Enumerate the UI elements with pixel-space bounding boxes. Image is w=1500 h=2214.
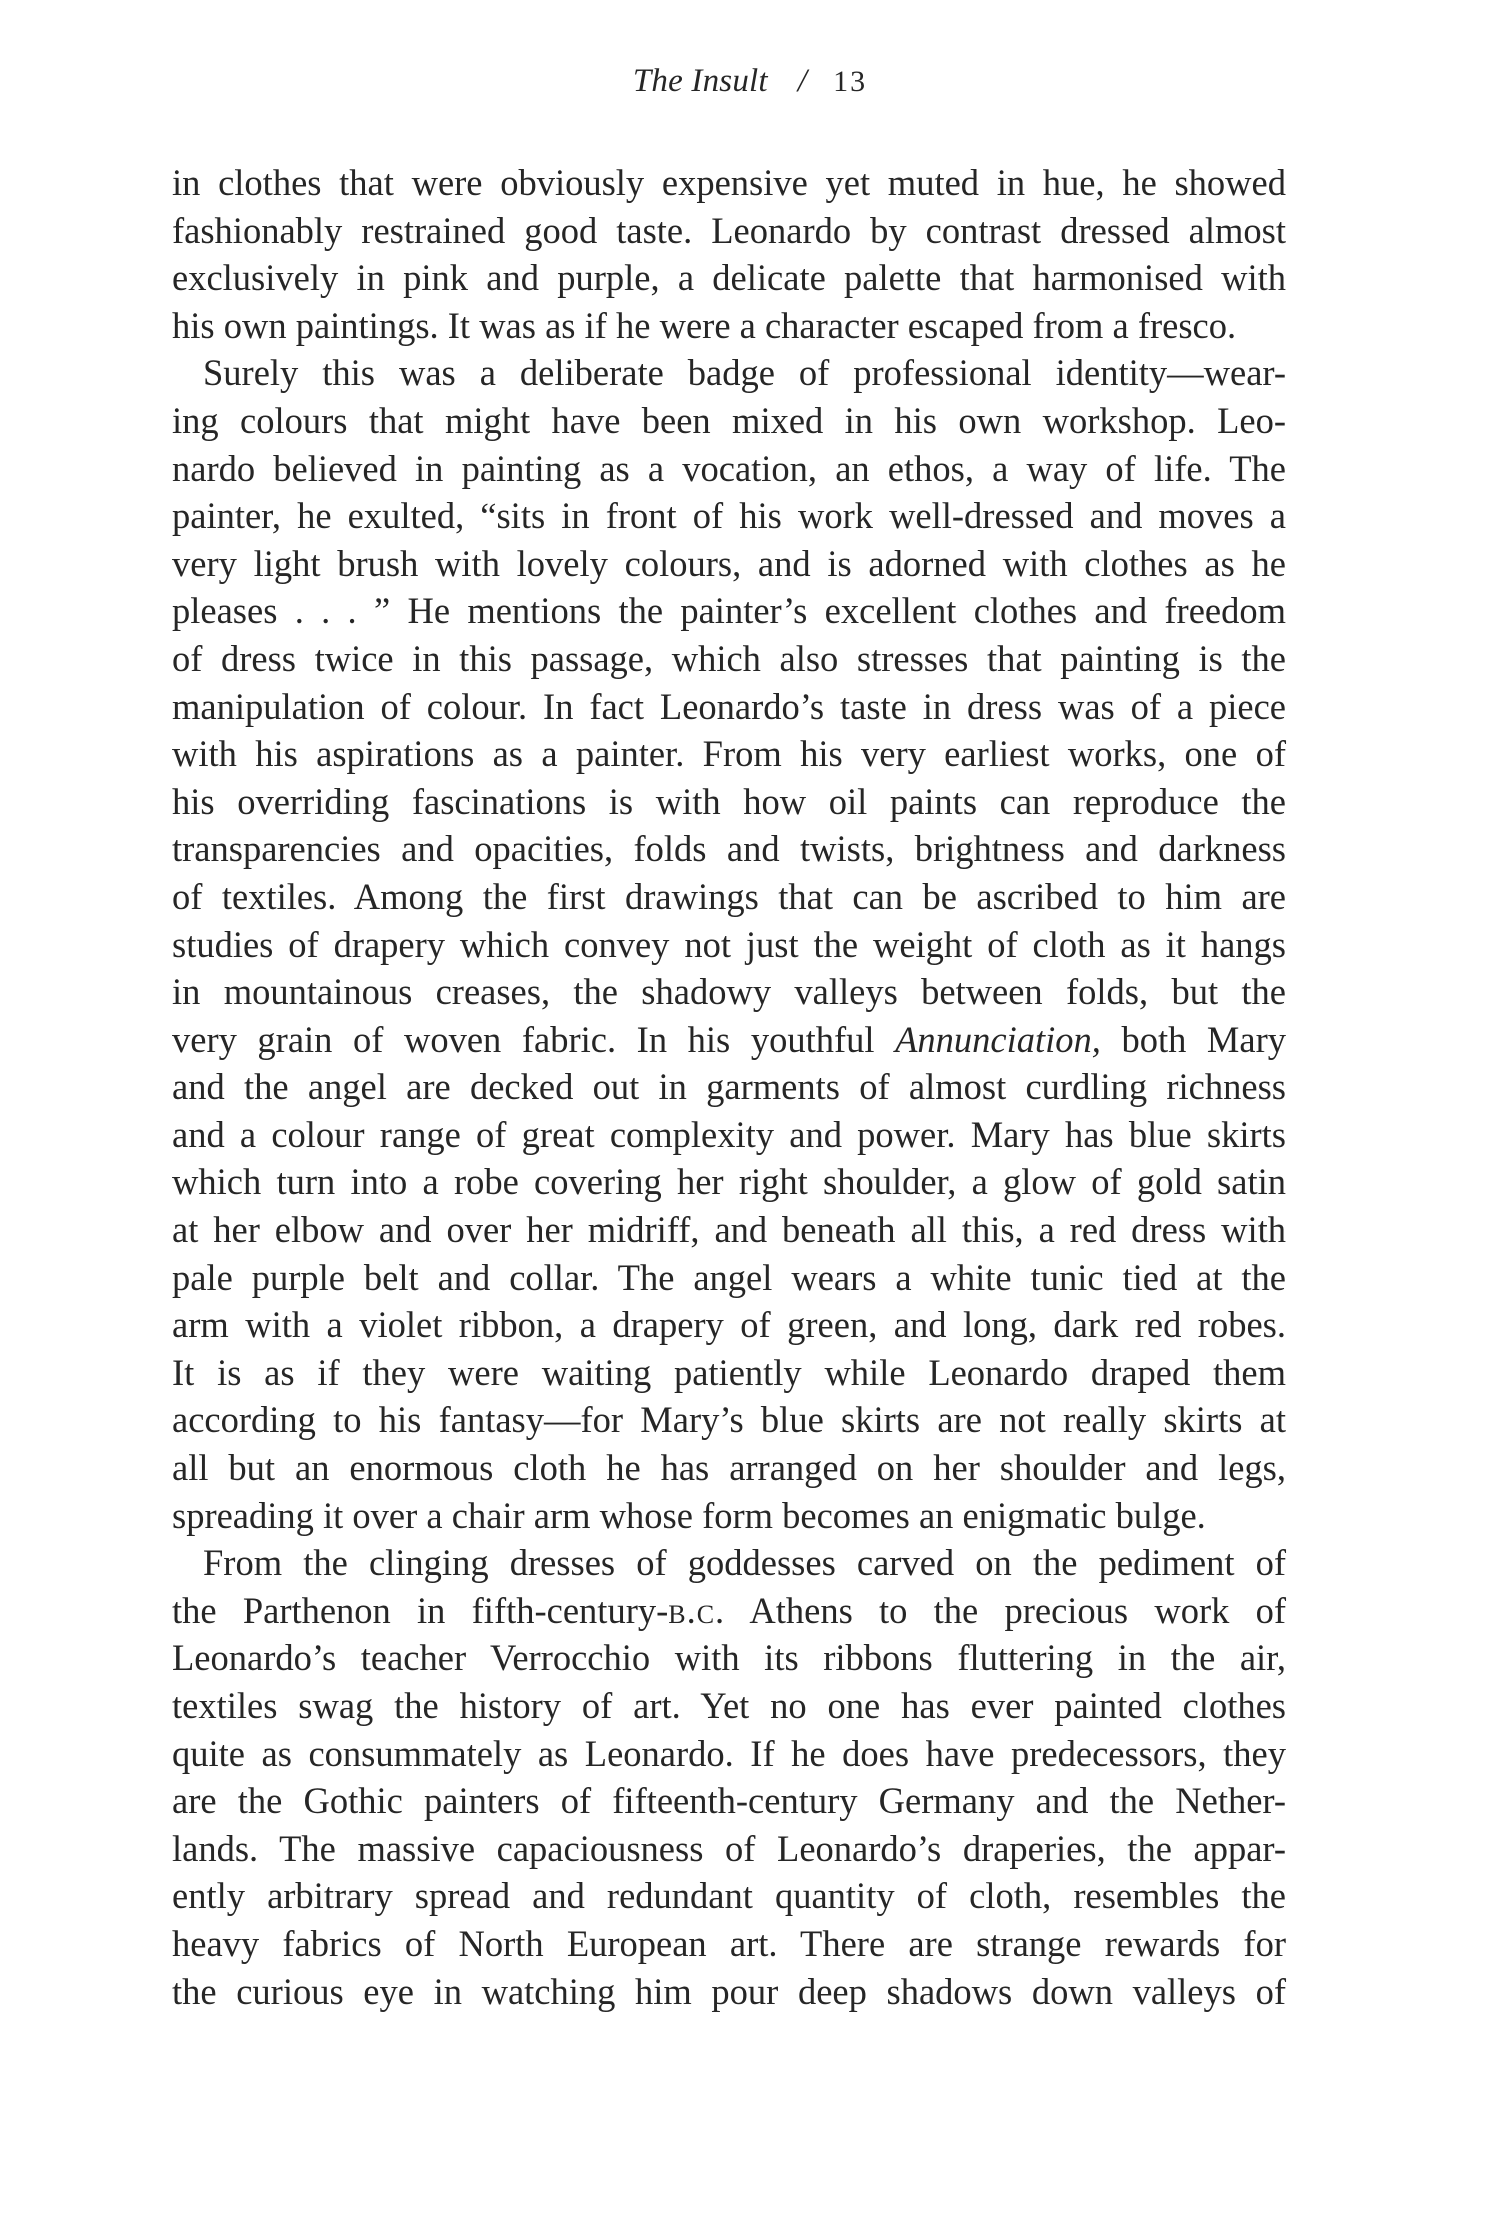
page-number: 13 — [833, 65, 868, 98]
text-line: very light brush with lovely colours, and is adorned with clothes as he — [172, 542, 1286, 584]
text-line: ently arbitrary spread and redundant quantity of cloth, resembles the — [172, 1875, 1286, 1917]
text-segment: both Mary — [1121, 1018, 1286, 1060]
text-line: his overriding fascinations is with how oil paints can reproduce the — [172, 780, 1286, 822]
text-line: painter, he exulted, “sits in front of his work well-dressed and moves a — [172, 495, 1286, 537]
text-segment: very grain of woven fabric. In his youthful — [172, 1018, 875, 1060]
text-line: and the angel are decked out in garments of almost curdling richness — [172, 1066, 1286, 1108]
text-line: transparencies and opacities, folds and twists, brightness and darkness — [172, 828, 1286, 870]
text-segment: Athens to the precious work of — [749, 1589, 1286, 1631]
header-separator: / — [797, 63, 808, 99]
text-line: Surely this was a deliberate badge of professional identity—wear- — [203, 352, 1286, 394]
text-line: manipulation of colour. In fact Leonardo’s taste in dress was of a piece — [172, 685, 1286, 727]
text-line: which turn into a robe covering her right shoulder, a glow of gold satin — [172, 1161, 1286, 1203]
text-line: his own paintings. It was as if he were a character escaped from a fresco. — [172, 304, 1237, 346]
paragraph-history-of-drapery — [172, 1539, 1286, 2015]
text-line: pale purple belt and collar. The angel wears a white tunic tied at the — [172, 1256, 1286, 1298]
text-line: of textiles. Among the first drawings that can be ascribed to him are — [172, 875, 1286, 917]
text-line: and a colour range of great complexity and power. Mary has blue skirts — [172, 1113, 1286, 1155]
text-segment: the Parthenon in fifth-century- — [172, 1589, 669, 1631]
text-line: the curious eye in watching him pour deep shadows down valleys of — [172, 1970, 1286, 2012]
text-line: textiles swag the history of art. Yet no one has ever painted clothes — [172, 1685, 1286, 1726]
text-line: according to his fantasy—for Mary’s blue skirts are not really skirts at — [172, 1399, 1286, 1441]
text-line: quite as consummately as Leonardo. If he does have predecessors, they — [172, 1732, 1286, 1774]
chapter-title: The Insult — [632, 63, 768, 99]
body-text — [172, 159, 1286, 2015]
paragraph-professional-identity — [172, 349, 1286, 1539]
text-line: Leonardo’s teacher Verrocchio with its ribbons fluttering in the air, — [172, 1637, 1286, 1679]
text-line: lands. The massive capaciousness of Leonardo’s draperies, the appar- — [172, 1827, 1286, 1869]
text-line: are the Gothic painters of fifteenth-century Germany and the Nether- — [172, 1780, 1286, 1822]
text-line-with-small-caps — [172, 1587, 1286, 1635]
text-line: pleases . . . ” He mentions the painter’s excellent clothes and freedom — [172, 590, 1286, 632]
text-line: with his aspirations as a painter. From his very earliest works, one of — [172, 733, 1286, 775]
text-line: ing colours that might have been mixed in his own workshop. Leo- — [172, 399, 1286, 441]
text-line: in clothes that were obviously expensive yet muted in hue, he showed — [172, 162, 1286, 203]
text-line: nardo believed in painting as a vocation, an ethos, a way of life. The — [172, 447, 1286, 489]
text-line: From the clinging dresses of goddesses carved on the pediment of — [203, 1542, 1286, 1584]
text-line: of dress twice in this passage, which also stresses that painting is the — [172, 637, 1286, 679]
text-line-with-italic-title — [172, 1016, 1286, 1064]
text-line: fashionably restrained good taste. Leonardo by contrast dressed almost — [172, 209, 1286, 251]
artwork-title: Annunciation, — [895, 1018, 1101, 1060]
text-line: at her elbow and over her midriff, and beneath all this, a red dress with — [172, 1209, 1286, 1251]
text-line: exclusively in pink and purple, a delicate palette that harmonised with — [172, 257, 1286, 299]
text-line: It is as if they were waiting patiently while Leonardo draped them — [172, 1351, 1286, 1393]
text-line: all but an enormous cloth he has arranged on her shoulder and legs, — [172, 1447, 1286, 1489]
paragraph-continuation — [172, 159, 1286, 349]
era-abbreviation: b.c. — [668, 1589, 726, 1631]
text-line: arm with a violet ribbon, a drapery of green, and long, dark red robes. — [172, 1304, 1286, 1346]
text-line: in mountainous creases, the shadowy valleys between folds, but the — [172, 971, 1286, 1013]
text-line: heavy fabrics of North European art. There are strange rewards for — [172, 1922, 1286, 1964]
text-line: studies of drapery which convey not just the weight of cloth as it hangs — [172, 923, 1286, 965]
text-line: spreading it over a chair arm whose form becomes an enigmatic bulge. — [172, 1494, 1206, 1536]
running-head — [0, 56, 1500, 107]
